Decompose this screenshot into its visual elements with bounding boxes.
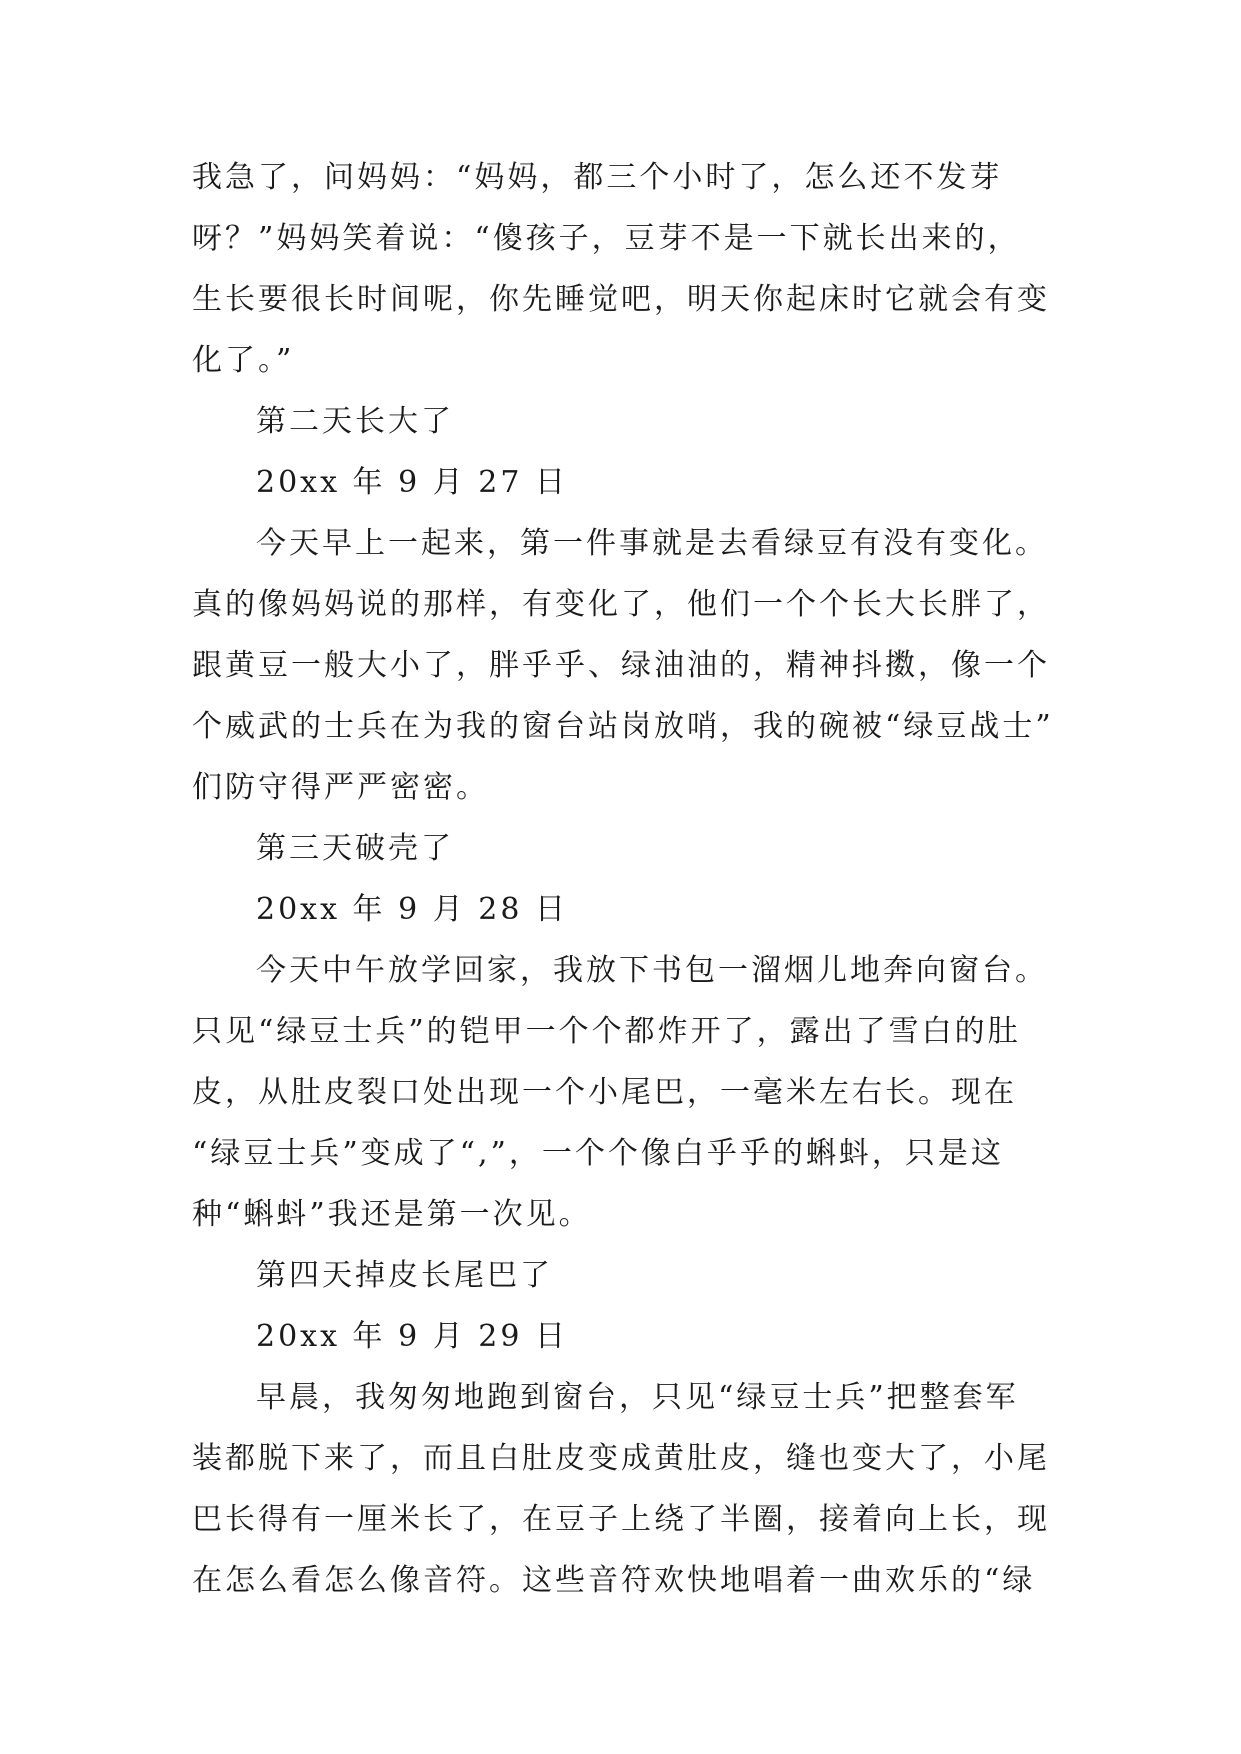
text-line: 皮，从肚皮裂口处出现一个小尾巴，一毫米左右长。现在 [192,1075,1017,1110]
section-heading: 第二天长大了 [256,404,454,439]
text-line: 跟黄豆一般大小了，胖乎乎、绿油油的，精神抖擞，像一个 [192,648,1050,683]
text-line: 早晨，我匆匆地跑到窗台，只见“绿豆士兵”把整套军 [256,1380,1019,1415]
text-line: 个威武的士兵在为我的窗台站岗放哨，我的碗被“绿豆战士” [192,709,1054,744]
section-heading: 第四天掉皮长尾巴了 [256,1258,553,1293]
entry-date: 20xx 年 9 月 29 日 [256,1319,568,1354]
text-line: 巴长得有一厘米长了，在豆子上绕了半圈，接着向上长，现 [192,1502,1050,1537]
text-line: 呀？”妈妈笑着说：“傻孩子，豆芽不是一下就长出来的， [192,221,1021,256]
text-line: 我急了，问妈妈：“妈妈，都三个小时了，怎么还不发芽 [192,160,1003,195]
text-line: 今天中午放学回家，我放下书包一溜烟儿地奔向窗台。 [256,953,1048,988]
text-line: 们防守得严严密密。 [192,770,489,805]
text-line: “绿豆士兵”变成了“,”，一个个像白乎乎的蝌蚪，只是这 [192,1136,1004,1171]
entry-date: 20xx 年 9 月 27 日 [256,465,568,500]
text-line: 种“蝌蚪”我还是第一次见。 [192,1197,592,1232]
text-line: 生长要很长时间呢，你先睡觉吧，明天你起床时它就会有变 [192,282,1050,317]
text-line: 真的像妈妈说的那样，有变化了，他们一个个长大长胖了， [192,587,1050,622]
document-body [192,147,1062,1611]
entry-date: 20xx 年 9 月 28 日 [256,892,568,927]
section-heading: 第三天破壳了 [256,831,454,866]
text-line: 化了。” [192,343,295,378]
text-line: 只见“绿豆士兵”的铠甲一个个都炸开了，露出了雪白的肚 [192,1014,1021,1049]
text-line: 装都脱下来了，而且白肚皮变成黄肚皮，缝也变大了，小尾 [192,1441,1050,1476]
text-line: 今天早上一起来，第一件事就是去看绿豆有没有变化。 [256,526,1048,561]
text-line: 在怎么看怎么像音符。这些音符欢快地唱着一曲欢乐的“绿 [192,1563,1036,1598]
